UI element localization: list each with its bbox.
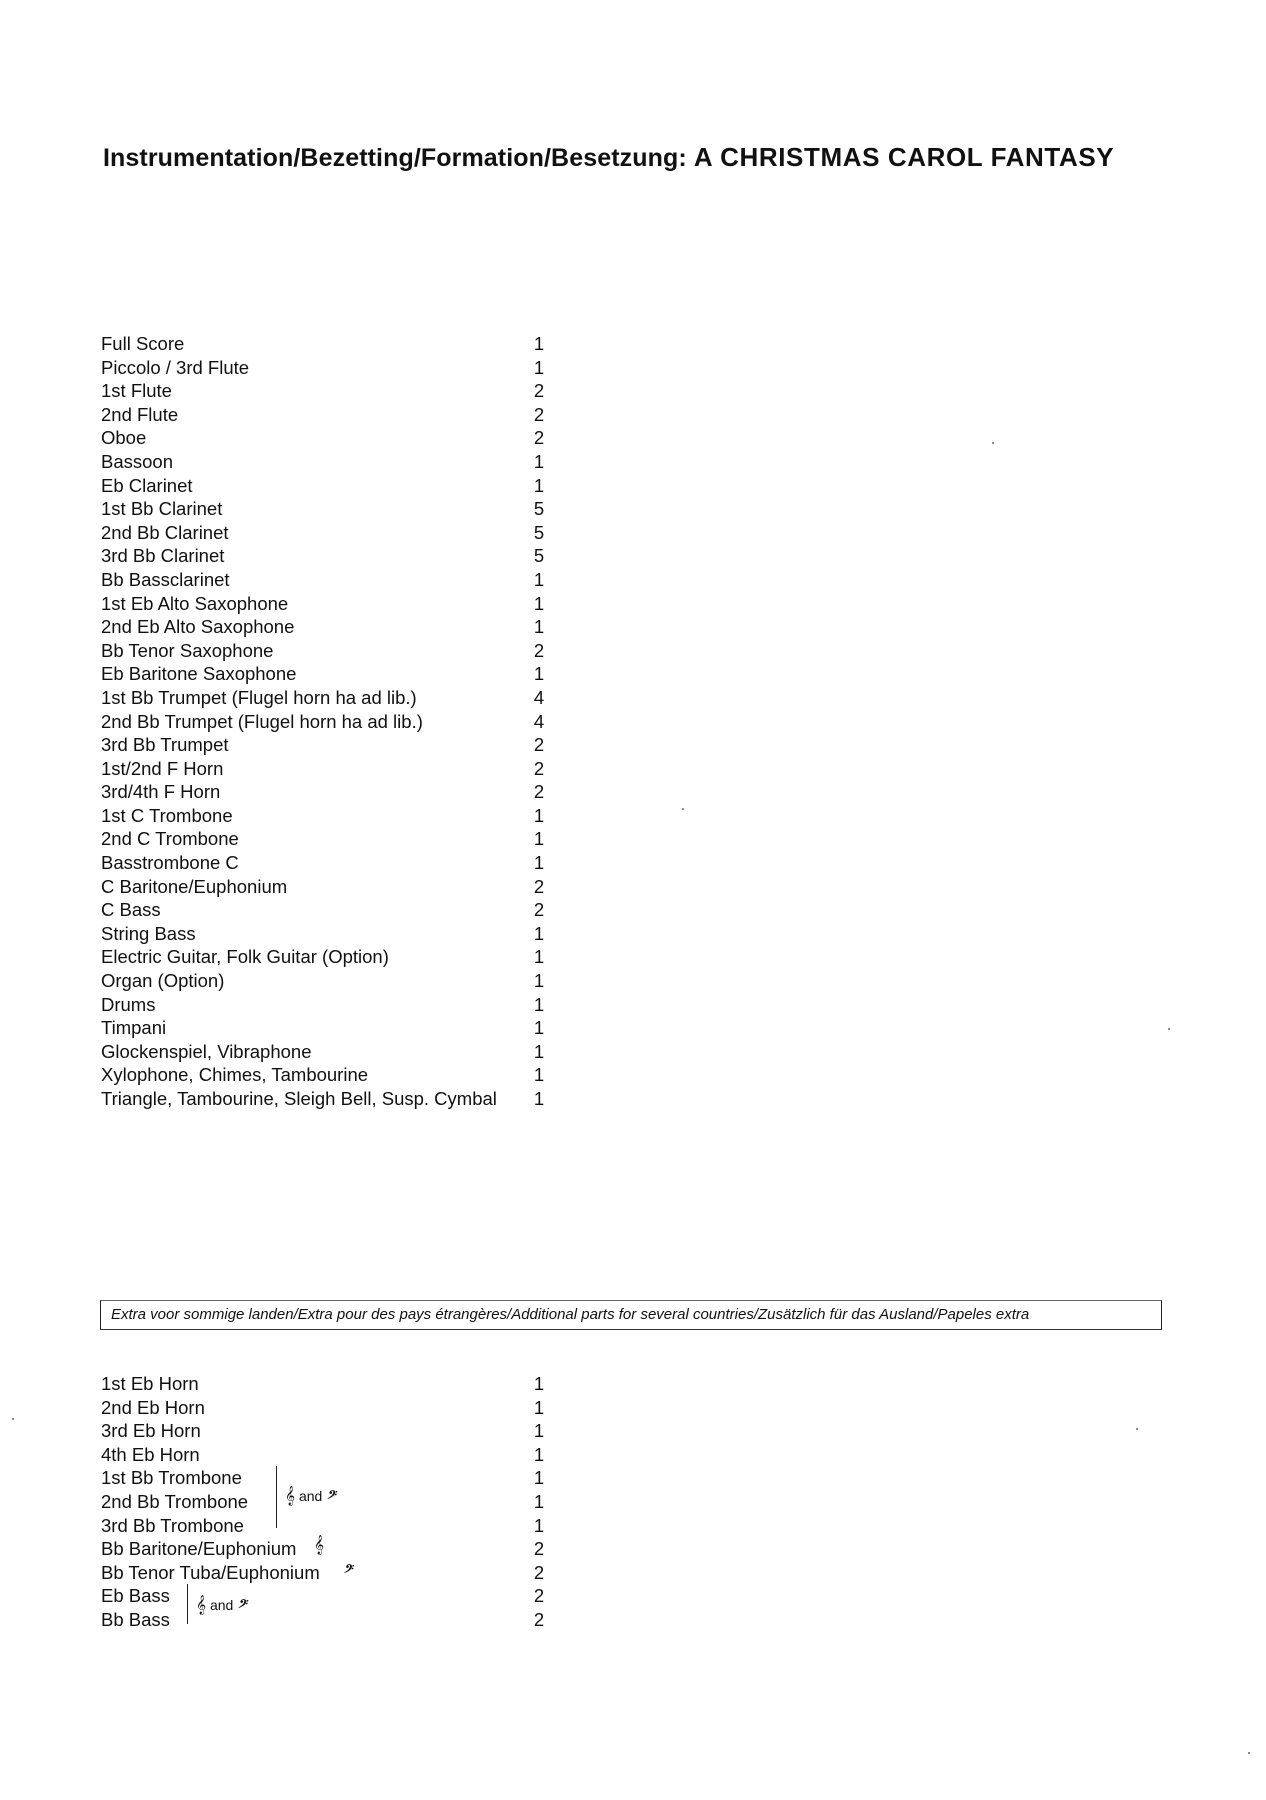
part-row [101, 1466, 561, 1490]
part-name: 2nd Eb Alto Saxophone [101, 616, 295, 638]
part-quantity: 1 [533, 568, 545, 590]
scan-speck [992, 442, 994, 444]
part-name: 2nd Bb Clarinet [101, 521, 229, 543]
part-quantity: 1 [533, 474, 545, 496]
part-row [101, 804, 561, 828]
treble-clef-icon: 𝄞 [314, 1535, 325, 1555]
part-quantity: 4 [533, 710, 545, 732]
part-row [101, 1443, 561, 1467]
part-name: 2nd Eb Horn [101, 1396, 205, 1418]
part-row [101, 662, 561, 686]
part-name: Piccolo / 3rd Flute [101, 356, 250, 378]
bass-clef-icon: 𝄢 [326, 1489, 336, 1505]
part-quantity: 2 [533, 427, 545, 449]
part-name: Eb Clarinet [101, 474, 193, 496]
bass-clef-icon: 𝄢 [343, 1563, 353, 1579]
scan-speck [1136, 1428, 1138, 1430]
part-row [101, 710, 561, 734]
part-quantity: 2 [533, 1538, 545, 1560]
instrumentation-list [101, 332, 561, 1111]
part-name: Basstrombone C [101, 852, 239, 874]
part-row [101, 403, 561, 427]
part-row [101, 615, 561, 639]
part-quantity: 1 [533, 1420, 545, 1442]
part-row [101, 993, 561, 1017]
part-row [101, 497, 561, 521]
part-row [101, 922, 561, 946]
baritone-clef-note [314, 1537, 324, 1553]
part-row [101, 521, 561, 545]
part-name: Glockenspiel, Vibraphone [101, 1040, 312, 1062]
part-quantity: 1 [533, 1017, 545, 1039]
bass-clef-icon: 𝄢 [237, 1598, 247, 1614]
part-quantity: 1 [533, 592, 545, 614]
part-name: C Bass [101, 899, 161, 921]
part-name: 1st Bb Trombone [101, 1467, 242, 1489]
part-quantity: 5 [533, 498, 545, 520]
part-name: 1st Flute [101, 380, 172, 402]
part-name: Bb Tenor Tuba/Euphonium [101, 1561, 320, 1583]
trombone-clef-note [285, 1488, 335, 1505]
page-title [103, 142, 1203, 173]
part-row [101, 851, 561, 875]
part-quantity: 1 [533, 828, 545, 850]
part-row [101, 1087, 561, 1111]
part-name: Bb Tenor Saxophone [101, 639, 274, 661]
extra-parts-banner [100, 1300, 1162, 1330]
part-row [101, 426, 561, 450]
bass-clef-note [196, 1597, 246, 1614]
part-quantity: 2 [533, 781, 545, 803]
part-quantity: 1 [533, 1443, 545, 1465]
part-row [101, 1608, 561, 1632]
part-name: Eb Bass [101, 1585, 170, 1607]
clef-and-label: and [209, 1597, 234, 1613]
part-quantity: 1 [533, 356, 545, 378]
part-row [101, 757, 561, 781]
part-row [101, 780, 561, 804]
part-row [101, 1419, 561, 1443]
part-name: 1st C Trombone [101, 804, 233, 826]
part-row [101, 450, 561, 474]
part-quantity: 5 [533, 545, 545, 567]
part-name: 2nd Flute [101, 403, 179, 425]
part-row [101, 592, 561, 616]
part-row [101, 639, 561, 663]
part-row [101, 1063, 561, 1087]
title-prefix: Instrumentation/Bezetting/Formation/Besetzung: [103, 144, 687, 172]
part-name: Timpani [101, 1017, 167, 1039]
part-row [101, 827, 561, 851]
part-quantity: 4 [533, 686, 545, 708]
part-quantity: 1 [533, 804, 545, 826]
part-quantity: 1 [533, 1373, 545, 1394]
part-quantity: 2 [533, 403, 545, 425]
part-quantity: 1 [533, 993, 545, 1015]
part-quantity: 2 [533, 639, 545, 661]
part-name: 3rd/4th F Horn [101, 781, 221, 803]
part-name: 1st/2nd F Horn [101, 757, 224, 779]
part-quantity: 1 [533, 616, 545, 638]
part-name: 1st Eb Alto Saxophone [101, 592, 289, 614]
part-name: Oboe [101, 427, 147, 449]
part-row [101, 1396, 561, 1420]
part-row [101, 945, 561, 969]
part-quantity: 2 [533, 1608, 545, 1630]
part-row [101, 969, 561, 993]
part-name: 3rd Bb Trumpet [101, 734, 229, 756]
part-quantity: 2 [533, 380, 545, 402]
trombone-bracket [276, 1466, 277, 1528]
part-row [101, 686, 561, 710]
part-quantity: 2 [533, 734, 545, 756]
part-name: 1st Bb Clarinet [101, 498, 223, 520]
part-quantity: 1 [533, 450, 545, 472]
part-row [101, 1514, 561, 1538]
part-name: 1st Bb Trumpet (Flugel horn ha ad lib.) [101, 686, 417, 708]
treble-clef-icon: 𝄞 [196, 1595, 207, 1615]
part-name: Bb Bassclarinet [101, 568, 230, 590]
scan-speck [1248, 1752, 1250, 1754]
part-name: 4th Eb Horn [101, 1443, 200, 1465]
tenor-tuba-clef-note [343, 1562, 352, 1579]
work-title: A CHRISTMAS CAROL FANTASY [693, 142, 1115, 172]
part-quantity: 1 [533, 946, 545, 968]
part-row [101, 474, 561, 498]
part-quantity: 2 [533, 757, 545, 779]
extra-parts-label: Extra voor sommige landen/Extra pour des pays étrangères/Additional parts for several countries/Zusätzlich für das Ausland/Papeles extra [111, 1306, 1030, 1323]
part-name: Full Score [101, 333, 185, 354]
part-quantity: 5 [533, 521, 545, 543]
part-row [101, 898, 561, 922]
part-row [101, 875, 561, 899]
part-row [101, 568, 561, 592]
part-name: Bb Baritone/Euphonium [101, 1538, 297, 1560]
part-name: Drums [101, 993, 156, 1015]
part-row [101, 1537, 561, 1561]
part-quantity: 1 [533, 970, 545, 992]
part-name: 1st Eb Horn [101, 1373, 199, 1394]
clef-and-label: and [298, 1488, 323, 1504]
scan-speck [682, 808, 684, 810]
part-row [101, 1372, 561, 1396]
part-name: Bb Bass [101, 1608, 170, 1630]
part-quantity: 1 [533, 1467, 545, 1489]
part-row [101, 379, 561, 403]
part-quantity: 1 [533, 1040, 545, 1062]
scan-speck [12, 1418, 14, 1420]
treble-clef-icon: 𝄞 [285, 1486, 296, 1506]
part-row [101, 332, 561, 356]
part-name: Bassoon [101, 450, 173, 472]
part-quantity: 1 [533, 1514, 545, 1536]
part-quantity: 1 [533, 1064, 545, 1086]
part-name: Eb Baritone Saxophone [101, 663, 297, 685]
part-quantity: 1 [533, 1490, 545, 1512]
part-name: 3rd Bb Trombone [101, 1514, 244, 1536]
part-name: 3rd Eb Horn [101, 1420, 201, 1442]
part-name: 2nd Bb Trombone [101, 1490, 249, 1512]
bass-bracket [187, 1584, 188, 1624]
part-name: 3rd Bb Clarinet [101, 545, 225, 567]
part-quantity: 2 [533, 875, 545, 897]
scan-speck [1168, 1028, 1170, 1030]
part-name: Xylophone, Chimes, Tambourine [101, 1064, 369, 1086]
part-row [101, 356, 561, 380]
part-row [101, 1040, 561, 1064]
part-name: C Baritone/Euphonium [101, 875, 288, 897]
part-row [101, 1584, 561, 1608]
part-quantity: 2 [533, 1585, 545, 1607]
part-quantity: 1 [533, 922, 545, 944]
part-quantity: 1 [533, 1088, 545, 1109]
part-name: 2nd C Trombone [101, 828, 239, 850]
part-row [101, 733, 561, 757]
part-name: Electric Guitar, Folk Guitar (Option) [101, 946, 389, 968]
part-name: 2nd Bb Trumpet (Flugel horn ha ad lib.) [101, 710, 423, 732]
part-quantity: 1 [533, 333, 545, 354]
part-name: Organ (Option) [101, 970, 225, 992]
part-quantity: 1 [533, 852, 545, 874]
part-name: Triangle, Tambourine, Sleigh Bell, Susp. Cymbal [101, 1088, 497, 1109]
part-row [101, 544, 561, 568]
part-row [101, 1561, 561, 1585]
part-quantity: 1 [533, 1396, 545, 1418]
part-row [101, 1016, 561, 1040]
part-quantity: 2 [533, 1561, 545, 1583]
part-name: String Bass [101, 922, 196, 944]
part-quantity: 2 [533, 899, 545, 921]
part-quantity: 1 [533, 663, 545, 685]
